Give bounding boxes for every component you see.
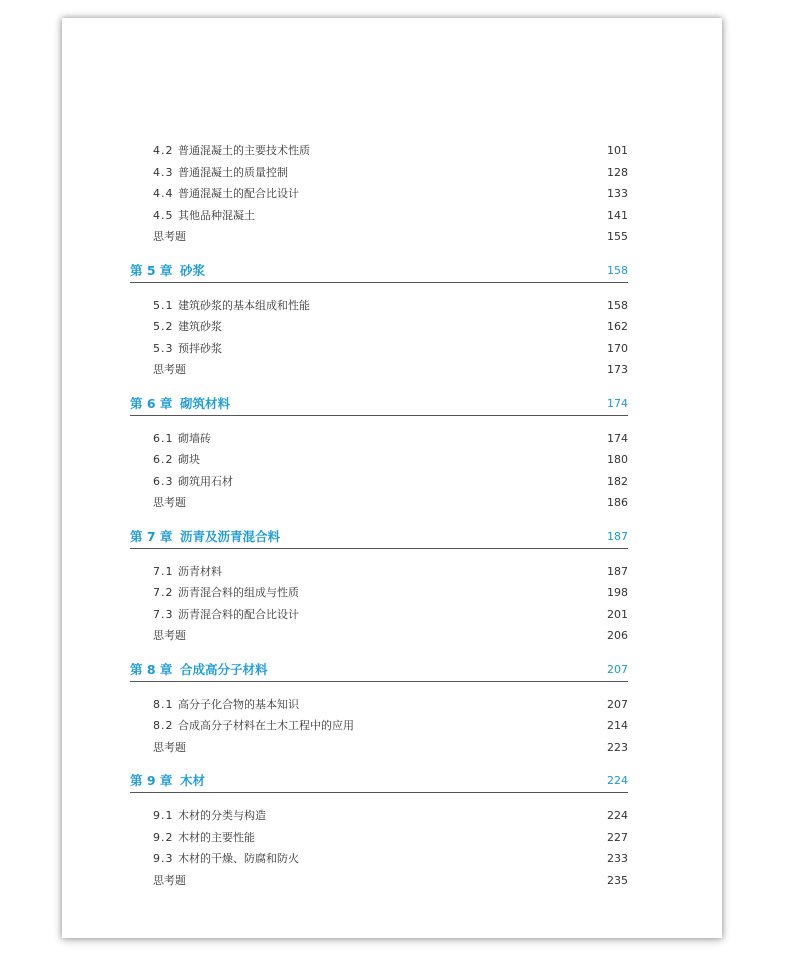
toc-section — [130, 770, 628, 891]
toc-entry — [130, 582, 628, 604]
toc-section — [130, 260, 628, 381]
entry-page: 233 — [607, 852, 628, 865]
entry-page: 224 — [607, 809, 628, 822]
entry-page: 206 — [607, 629, 628, 642]
chapter-title: 合成高分子材料 — [180, 661, 268, 677]
entry-page: 201 — [607, 607, 628, 621]
entry-page: 198 — [607, 586, 628, 599]
toc-section — [130, 659, 628, 759]
entry-title: 思考题 — [153, 629, 186, 642]
toc-entry — [130, 694, 628, 716]
entry-title: 思考题 — [153, 496, 186, 509]
entry-title: 建筑砂浆的基本组成和性能 — [178, 298, 310, 312]
entry-page: 170 — [607, 341, 628, 355]
chapter-heading — [130, 393, 628, 416]
entry-title: 思考题 — [153, 740, 186, 754]
entry-number: 5.2 — [153, 320, 174, 333]
entry-title: 思考题 — [153, 230, 186, 243]
toc-entry-exercises — [130, 226, 628, 248]
toc-entry — [130, 295, 628, 317]
entry-title: 普通混凝土的主要技术性质 — [178, 144, 310, 157]
toc-entry — [130, 338, 628, 360]
entry-title: 建筑砂浆 — [178, 320, 222, 333]
entry-page: 128 — [607, 165, 628, 179]
entry-page: 186 — [607, 496, 628, 509]
toc-entry-exercises — [130, 492, 628, 514]
toc-entry — [130, 471, 628, 493]
chapter-page: 207 — [607, 662, 628, 676]
entry-number: 9.2 — [153, 830, 174, 844]
entry-number: 6.1 — [153, 431, 174, 445]
toc-entry — [130, 827, 628, 849]
entry-title: 思考题 — [153, 873, 186, 887]
entry-page: 227 — [607, 830, 628, 844]
toc-entry — [130, 316, 628, 338]
entry-page: 162 — [607, 320, 628, 333]
entry-title: 沥青混合料的组成与性质 — [178, 586, 299, 599]
entry-title: 预拌砂浆 — [178, 341, 222, 355]
entry-title: 高分子化合物的基本知识 — [178, 697, 299, 711]
entry-number: 4.4 — [153, 187, 174, 200]
entry-number: 9.3 — [153, 852, 174, 865]
toc-entry — [130, 604, 628, 626]
chapter-heading — [130, 526, 628, 549]
chapter-title: 砂浆 — [180, 262, 206, 278]
entry-title: 砌墙砖 — [178, 431, 211, 445]
entry-number: 7.1 — [153, 564, 174, 578]
toc-entry — [130, 561, 628, 583]
toc-entry-exercises — [130, 359, 628, 381]
entry-number: 8.1 — [153, 697, 174, 711]
entry-number: 6.3 — [153, 474, 174, 488]
chapter-page: 187 — [607, 529, 628, 543]
entry-page: 155 — [607, 230, 628, 243]
entry-title: 木材的干燥、防腐和防火 — [178, 852, 299, 865]
chapter-heading — [130, 260, 628, 283]
entry-title: 砌筑用石材 — [178, 474, 233, 488]
toc-entry — [130, 183, 628, 205]
entry-title: 木材的主要性能 — [178, 830, 255, 844]
toc-entry — [130, 715, 628, 737]
toc-entry-exercises — [130, 737, 628, 759]
toc-section — [130, 140, 628, 248]
document-page — [62, 18, 722, 938]
toc-section — [130, 526, 628, 647]
entry-number: 4.3 — [153, 165, 174, 179]
entry-number: 5.1 — [153, 298, 174, 312]
entry-number: 7.3 — [153, 607, 174, 621]
chapter-label: 第 9 章 — [130, 773, 173, 788]
chapter-label: 第 7 章 — [130, 528, 173, 544]
toc-entry — [130, 449, 628, 471]
chapter-page: 158 — [607, 263, 628, 277]
entry-title: 思考题 — [153, 363, 186, 376]
entry-title: 沥青材料 — [178, 564, 222, 578]
entry-title: 合成高分子材料在土木工程中的应用 — [178, 719, 354, 732]
chapter-page: 224 — [607, 774, 628, 787]
toc-entry — [130, 428, 628, 450]
entry-number: 8.2 — [153, 719, 174, 732]
entry-number: 6.2 — [153, 453, 174, 466]
entry-number: 5.3 — [153, 341, 174, 355]
entry-page: 207 — [607, 697, 628, 711]
entry-number: 4.2 — [153, 144, 174, 157]
entry-page: 182 — [607, 474, 628, 488]
chapter-heading — [130, 770, 628, 793]
entry-number: 9.1 — [153, 809, 174, 822]
entry-title: 普通混凝土的质量控制 — [178, 165, 288, 179]
entry-page: 187 — [607, 564, 628, 578]
entry-page: 174 — [607, 431, 628, 445]
entry-page: 223 — [607, 740, 628, 754]
entry-page: 235 — [607, 873, 628, 887]
toc-entry — [130, 162, 628, 184]
entry-title: 其他品种混凝土 — [178, 208, 255, 222]
entry-number: 4.5 — [153, 208, 174, 222]
chapter-title: 木材 — [180, 773, 206, 788]
toc-entry — [130, 805, 628, 827]
entry-page: 133 — [607, 187, 628, 200]
entry-page: 101 — [607, 144, 628, 157]
toc-entry — [130, 848, 628, 870]
chapter-label: 第 6 章 — [130, 395, 173, 411]
entry-page: 141 — [607, 208, 628, 222]
entry-page: 214 — [607, 719, 628, 732]
entry-title: 普通混凝土的配合比设计 — [178, 187, 299, 200]
table-of-contents — [130, 140, 628, 891]
chapter-page: 174 — [607, 396, 628, 410]
entry-page: 158 — [607, 298, 628, 312]
chapter-title: 砌筑材料 — [180, 395, 231, 411]
toc-entry — [130, 140, 628, 162]
toc-entry-exercises — [130, 625, 628, 647]
chapter-label: 第 8 章 — [130, 661, 173, 677]
toc-entry-exercises — [130, 870, 628, 892]
toc-entry — [130, 205, 628, 227]
entry-title: 沥青混合料的配合比设计 — [178, 607, 299, 621]
entry-page: 173 — [607, 363, 628, 376]
toc-section — [130, 393, 628, 514]
entry-number: 7.2 — [153, 586, 174, 599]
entry-page: 180 — [607, 453, 628, 466]
chapter-heading — [130, 659, 628, 682]
chapter-label: 第 5 章 — [130, 262, 173, 278]
chapter-title: 沥青及沥青混合料 — [180, 528, 281, 544]
entry-title: 木材的分类与构造 — [178, 809, 266, 822]
entry-title: 砌块 — [178, 453, 200, 466]
